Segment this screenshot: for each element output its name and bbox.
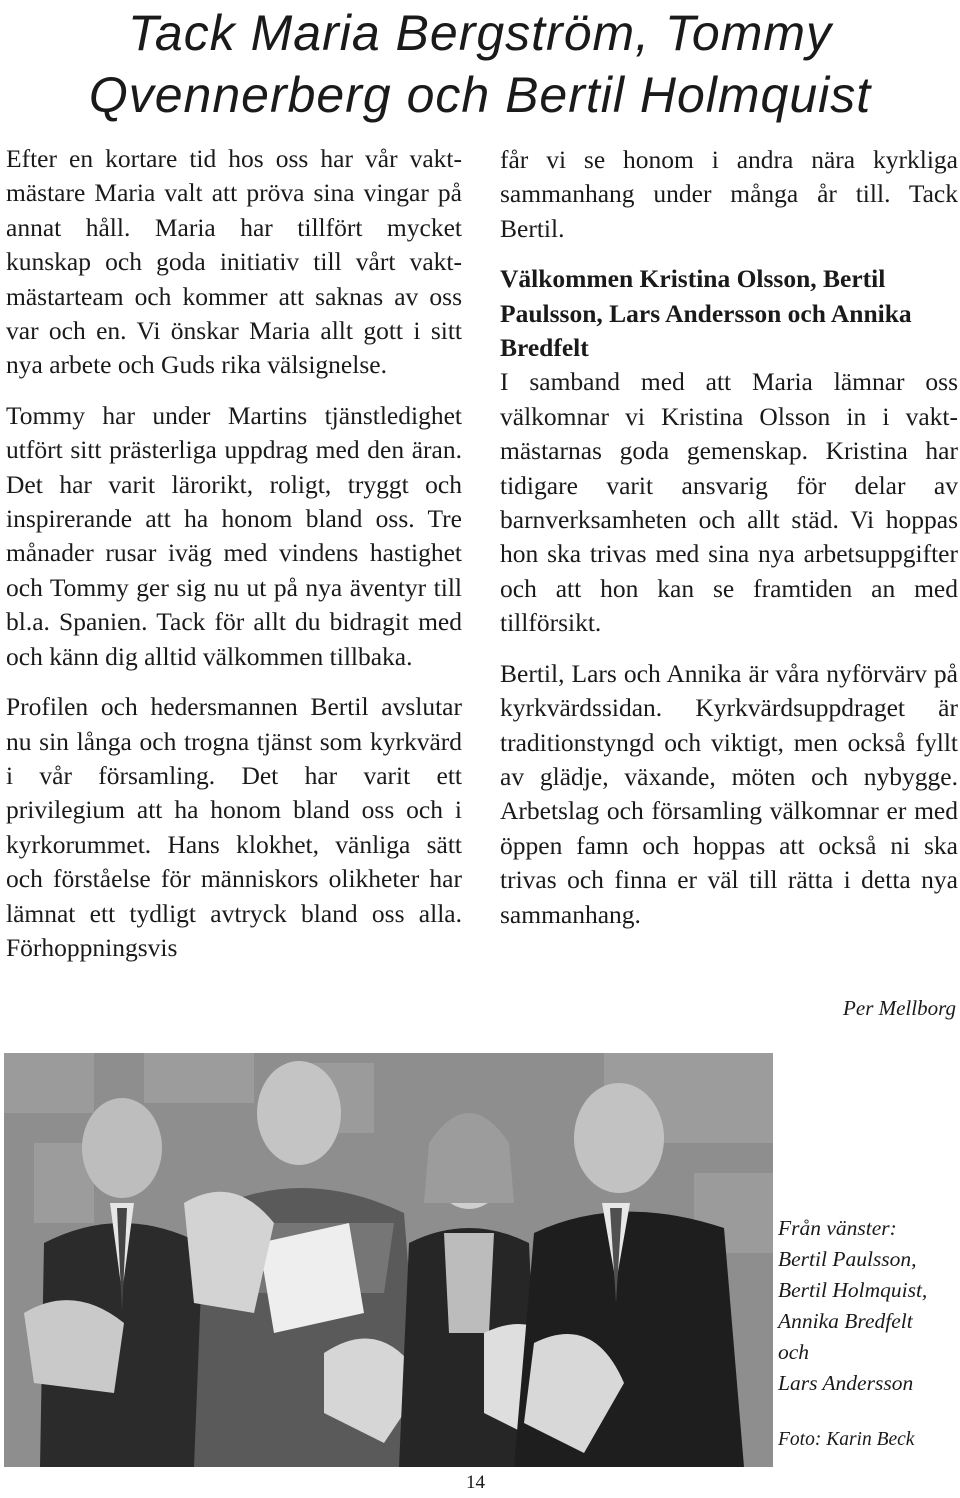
caption-line: Från vänster:	[778, 1216, 897, 1240]
caption-line: Lars Andersson	[778, 1371, 914, 1395]
right-column	[500, 143, 958, 948]
caption-line: Bertil Paulsson,	[778, 1247, 917, 1271]
caption-line: Annika Bredfelt	[778, 1309, 913, 1333]
article-title: Tack Maria Bergström, Tommy Qvennerberg och Bertil Holmquist	[88, 5, 872, 123]
page-number: 14	[466, 1472, 485, 1493]
group-photo	[4, 1053, 773, 1467]
paragraph-bertil: Profilen och hedersmannen Bertil avslutar nu sin långa och trogna tjänst som kyrkvärd i vår församling. Det har varit ett privilegium att ha honom bland oss och i kyrkorummet. Hans klokhet, vänliga sätt och förståelse för människors olikheter har lämnat ett tydligt avtryck bland oss alla. Förhoppningsvis	[6, 692, 462, 962]
paragraph-maria: Efter en kortare tid hos oss har vår vaktmästare Maria valt att pröva sina vingar på annat håll. Maria har tillfört mycket kunskap och goda initiativ till vårt vaktmästarteam och kommer att saknas av oss var och en. Vi önskar Maria allt gott i sitt nya arbete och Guds rika välsignelse.	[6, 144, 462, 380]
caption-line: och	[778, 1340, 810, 1364]
paragraph-tommy: Tommy har under Martins tjänstledighet utfört sitt prästerliga uppdrag med den äran. Det har varit lärorikt, roligt, tryggt och inspirerande att ha honom bland oss. Tre månader rusar iväg med vindens hastighet och Tommy ger sig nu ut på nya äventyr till bl.a. Spanien. Tack för allt du bidragit med och känn dig alltid välkommen tillbaka.	[6, 400, 462, 671]
author-signature: Per Mellborg	[843, 996, 956, 1020]
paragraph-new-wardens: Bertil, Lars och Annika är våra nyförvärv på kyrkvärdssidan. Kyrkvärdsuppdraget är traditionstyngd och viktigt, men också fyllt av glädje, växande, möten och nybygge. Arbetslag och församling välkomnar er med öppen famn och hoppas att också ni ska trivas och finna er väl till rätta i detta nya sammanhang.	[500, 658, 958, 929]
section-heading: Välkommen Kristina Olsson, Bertil Paulsson, Lars Andersson och Annika Bredfelt	[500, 264, 912, 363]
paragraph-continuation: får vi se honom i andra nära kyrkliga sammanhang under många år till. Tack Bertil.	[500, 145, 958, 243]
caption-line: Bertil Holmquist,	[778, 1278, 928, 1302]
paragraph-kristina: I samband med att Maria lämnar oss välkomnar vi Kristina Olsson in i vaktmästarnas goda gemenskap. Kristina har tidigare varit ansvarig för delar av barnverksamheten och allt städ. Vi hoppas hon ska trivas med sina nya arbetsuppgifter och att hon kan se framtiden an med tillförsikt.	[500, 367, 958, 638]
photo-caption	[778, 1213, 960, 1399]
left-column	[6, 142, 462, 981]
photo-credit: Foto: Karin Beck	[778, 1429, 915, 1450]
